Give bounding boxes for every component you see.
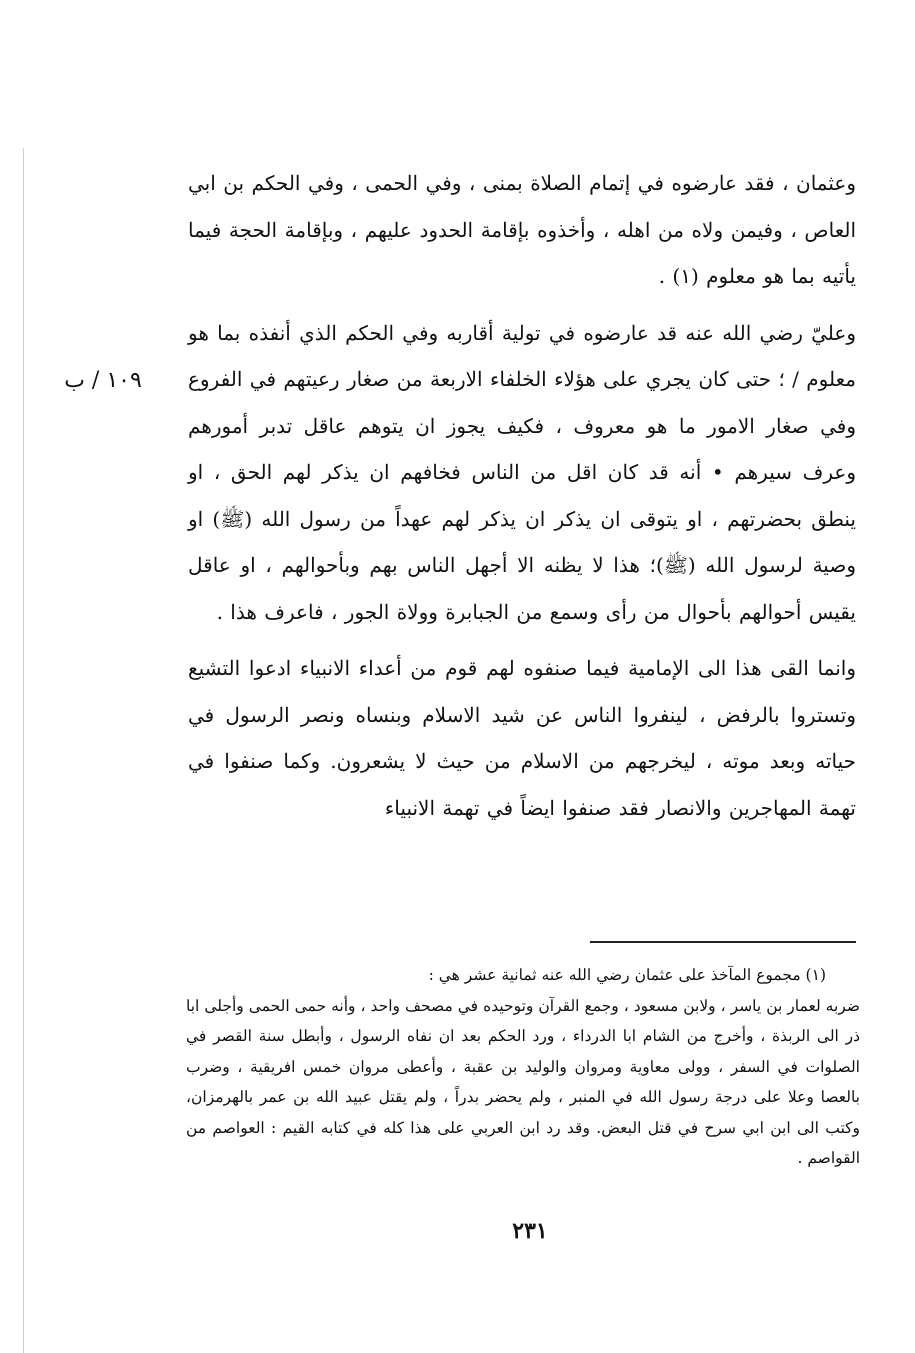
left-margin-rule [23, 148, 24, 1353]
footnote-heading: (١) مجموع المآخذ على عثمان رضي الله عنه ثمانية عشر هي : [428, 966, 826, 984]
footnote-separator [590, 941, 856, 943]
page-number: ٢٣١ [512, 1218, 548, 1244]
paragraph-3: وانما القى هذا الى الإمامية فيما صنفوه لهم قوم من أعداء الانبياء ادعوا التشيع وتستروا بالرفض ، لينفروا الناس عن شيد الاسلام وبنساه ونصر الرسول في حياته وبعد موته ، ليخرجهم من الاسلام من حيث لا يشعرون. وكما صنفوا في تهمة المهاجرين والانصار فقد صنفوا ايضاً في تهمة الانبياء [188, 656, 856, 820]
main-text [188, 160, 856, 831]
manuscript-folio-note: ١٠٩ / ب [64, 368, 142, 393]
paragraph-2: وعليّ رضي الله عنه قد عارضوه في تولية أقاربه وفي الحكم الذي أنفذه بما هو معلوم / ؛ حتى كان يجري على هؤلاء الخلفاء الاربعة من صغار رعيتهم في الفروع وفي صغار الامور ما هو معروف ، فكيف يجوز ان يتوهم عاقل تدبر أمورهم وعرف سيرهم • أنه قد كان اقل من الناس فخافهم ان يذكر لهم الحق ، او ينطق بحضرتهم ، او يتوقى ان يذكر ان يذكر لهم عهداً من رسول الله (ﷺ) او وصية لرسول الله (ﷺ)؛ هذا لا يظنه الا أجهل الناس بهم وبأحوالهم ، او عاقل يقيس أحوالهم بأحوال من رأى وسمع من الجبابرة وولاة الجور ، فاعرف هذا . [188, 320, 857, 624]
paragraph-1: وعثمان ، فقد عارضوه في إتمام الصلاة بمنى ، وفي الحمى ، وفي الحكم بن ابي العاص ، وفيمن ولاه من اهله ، وأخذوه بإقامة الحدود عليهم ، وبإقامة الحجة فيما يأتيه بما هو معلوم (١) . [188, 171, 856, 288]
footnote-text: ضربه لعمار بن ياسر ، ولابن مسعود ، وجمع القرآن وتوحيده في مصحف واحد ، وأنه حمى الحمى وأجلى ابا ذر الى الربذة ، وأخرج من الشام ابا الدرداء ، ورد الحكم بعد ان نفاه الرسول ، وأبطل سنة القصر في الصلوات في السفر ، وولى معاوية ومروان والوليد بن عقبة ، وأعطى مروان خمس افريقية ، وضرب بالعصا وعلا على درجة رسول الله في المنبر ، ولم يحضر بدراً ، ولم يقتل عبيد الله بن عمر بالهرمزان، وكتب الى ابن ابي سرح في قتل البعض. وقد رد ابن العربي على هذا كله في كتابه القيم : العواصم من القواصم . [186, 996, 860, 1167]
footnotes [186, 960, 860, 1174]
